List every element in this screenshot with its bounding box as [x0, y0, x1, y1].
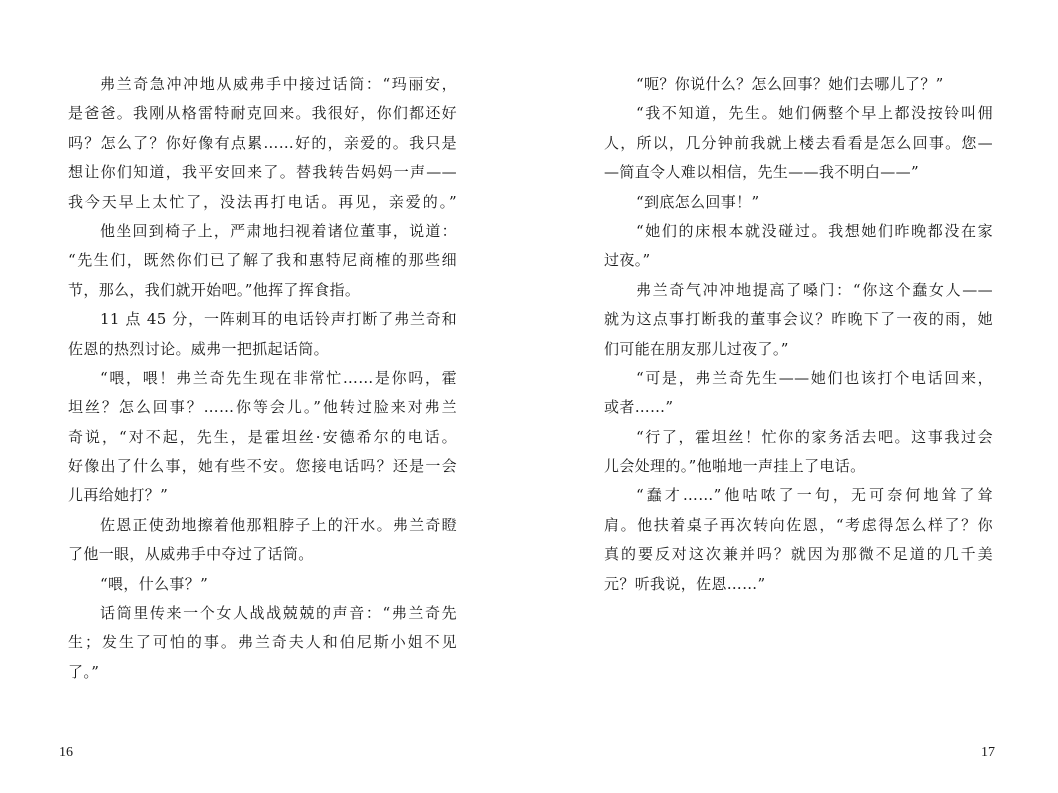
text-line: 弗兰奇气冲冲地提高了嗓门：“你这个蠢女人——: [636, 280, 993, 299]
text-line: 节，那么，我们就开始吧。”他挥了挥食指。: [68, 280, 361, 299]
text-line: 他坐回到椅子上，严肃地扫视着诸位董事，说道：: [100, 221, 457, 240]
text-line: 生；发生了可怕的事。弗兰奇夫人和伯尼斯小姐不见: [68, 633, 457, 652]
text-line: 佐恩的热烈讨论。威弗一把抓起话筒。: [68, 339, 329, 358]
text-line: “我不知道，先生。她们俩整个早上都没按铃叫佣: [636, 104, 993, 123]
text-line: “到底怎么回事！”: [636, 192, 760, 211]
text-line: 好像出了什么事，她有些不安。您接电话吗？还是一会: [68, 457, 457, 476]
page-number-left: 16: [59, 745, 73, 760]
text-line: 了他一眼，从威弗手中夺过了话筒。: [68, 545, 314, 564]
text-line: 奇说，“对不起，先生，是霍坦丝·安德希尔的电话。: [68, 427, 457, 446]
text-line: 或者……”: [604, 398, 674, 417]
text-line: 肩。他扶着桌子再次转向佐恩，“考虑得怎么样了？你: [604, 515, 993, 534]
text-line: “先生们，既然你们已了解了我和惠特尼商榷的那些细: [68, 251, 457, 270]
text-line: 11 点 45 分，一阵刺耳的电话铃声打断了弗兰奇和: [100, 310, 457, 329]
text-line: 佐恩正使劲地擦着他那粗脖子上的汗水。弗兰奇瞪: [100, 515, 457, 534]
text-line: 就为这点事打断我的董事会议？昨晚下了一夜的雨，她: [604, 310, 993, 329]
text-line: 是爸爸。我刚从格雷特耐克回来。我很好，你们都还好: [68, 104, 457, 123]
text-line: 吗？怎么了？你好像有点累……好的，亲爱的。我只是: [68, 133, 457, 152]
text-line: 坦丝？怎么回事？……你等会儿。”他转过脸来对弗兰: [68, 398, 457, 417]
text-line: 话筒里传来一个女人战战兢兢的声音：“弗兰奇先: [100, 604, 457, 623]
text-line: 儿会处理的。”他啪地一声挂上了电话。: [604, 457, 866, 476]
text-line: 儿再给她打？”: [68, 486, 169, 505]
text-line: “行了，霍坦丝！忙你的家务活去吧。这事我过会: [636, 427, 993, 446]
text-line: —简直令人难以相信，先生——我不明白——”: [604, 163, 920, 182]
text-line: 弗兰奇急冲冲地从威弗手中接过话筒：“玛丽安，: [100, 75, 457, 93]
page-number-right: 17: [981, 745, 995, 760]
left-page-text: [68, 70, 457, 687]
text-line: “可是，弗兰奇先生——她们也该打个电话回来，: [636, 368, 993, 387]
text-line: “蠢才……”他咕哝了一句，无可奈何地耸了耸: [636, 486, 993, 505]
text-line: “她们的床根本就没碰过。我想她们昨晚都没在家: [636, 221, 993, 240]
text-line: 真的要反对这次兼并吗？就因为那微不足道的几千美: [604, 545, 993, 564]
right-page: [529, 0, 1058, 793]
text-line: 了。”: [68, 662, 100, 681]
right-page-text: [604, 70, 993, 599]
text-line: 想让你们知道，我平安回来了。替我转告妈妈一声——: [68, 163, 457, 182]
text-line: “喂，什么事？”: [100, 574, 209, 593]
text-line: 们可能在朋友那儿过夜了。”: [604, 339, 789, 358]
text-line: 过夜。”: [604, 251, 651, 270]
text-line: 人，所以，几分钟前我就上楼去看看是怎么回事。您—: [604, 133, 993, 152]
text-line: “呃？你说什么？怎么回事？她们去哪儿了？”: [636, 75, 944, 93]
text-line: “喂，喂！弗兰奇先生现在非常忙……是你吗，霍: [100, 368, 457, 387]
text-line: 元？听我说，佐恩……”: [604, 574, 766, 593]
text-line: 我今天早上太忙了，没法再打电话。再见，亲爱的。”: [68, 192, 457, 211]
